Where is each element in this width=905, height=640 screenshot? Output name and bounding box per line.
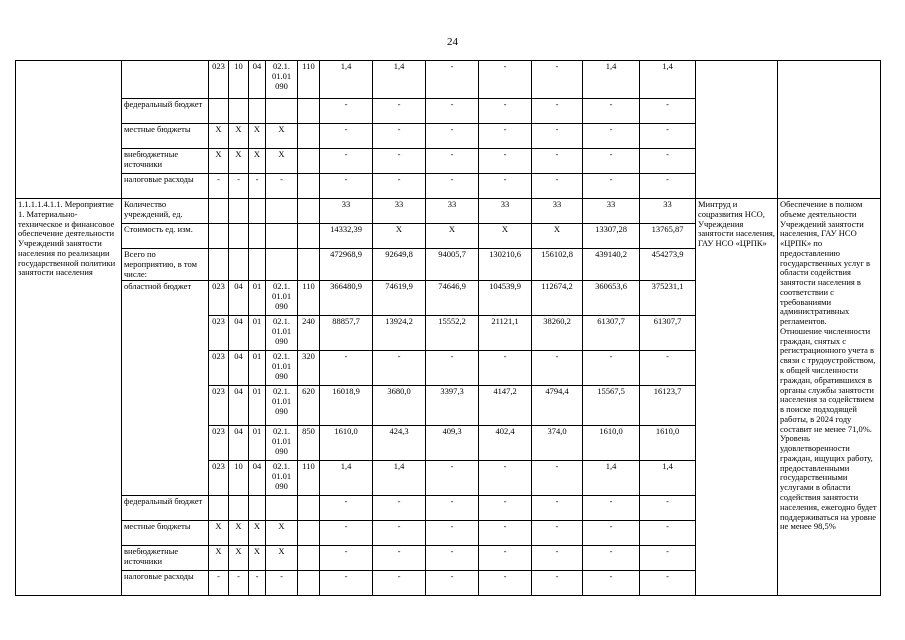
- code-cell: [249, 199, 266, 224]
- value-cell: -: [373, 99, 426, 124]
- value-cell: 360653,6: [583, 281, 640, 316]
- value-cell: 74619,9: [373, 281, 426, 316]
- code-cell: Х: [266, 124, 298, 149]
- code-cell: 04: [229, 316, 249, 351]
- value-cell: 38260,2: [532, 316, 583, 351]
- code-cell: 02.1. 01.01 090: [266, 461, 298, 496]
- value-cell: -: [426, 124, 479, 149]
- code-cell: 01: [249, 386, 266, 426]
- code-cell: 023: [209, 426, 229, 461]
- code-cell: [266, 199, 298, 224]
- value-cell: Х: [479, 224, 532, 249]
- code-cell: 02.1. 01.01 090: [266, 316, 298, 351]
- code-cell: [298, 521, 320, 546]
- code-cell: 01: [249, 351, 266, 386]
- value-cell: 1,4: [373, 461, 426, 496]
- value-cell: -: [583, 546, 640, 571]
- value-cell: -: [583, 149, 640, 174]
- code-cell: [249, 496, 266, 521]
- value-cell: 16123,7: [640, 386, 696, 426]
- value-cell: -: [373, 351, 426, 386]
- value-cell: -: [426, 546, 479, 571]
- value-cell: 374,0: [532, 426, 583, 461]
- code-cell: -: [249, 571, 266, 596]
- value-cell: 1,4: [583, 461, 640, 496]
- value-cell: 94005,7: [426, 249, 479, 281]
- value-cell: 33: [479, 199, 532, 224]
- value-cell: 15567,5: [583, 386, 640, 426]
- value-cell: 424,3: [373, 426, 426, 461]
- source-label: налоговые расходы: [122, 571, 209, 596]
- value-cell: 130210,6: [479, 249, 532, 281]
- code-cell: [229, 496, 249, 521]
- value-cell: -: [532, 149, 583, 174]
- code-cell: 240: [298, 316, 320, 351]
- code-cell: -: [249, 174, 266, 199]
- code-cell: -: [209, 174, 229, 199]
- value-cell: -: [320, 571, 373, 596]
- value-cell: -: [479, 521, 532, 546]
- value-cell: 13307,28: [583, 224, 640, 249]
- code-cell: Х: [209, 124, 229, 149]
- value-cell: -: [479, 351, 532, 386]
- value-cell: -: [479, 571, 532, 596]
- page-number: 24: [447, 36, 458, 48]
- code-cell: [209, 224, 229, 249]
- code-cell: Х: [249, 149, 266, 174]
- value-cell: -: [583, 124, 640, 149]
- code-cell: 04: [229, 426, 249, 461]
- value-cell: -: [640, 149, 696, 174]
- value-cell: -: [426, 461, 479, 496]
- code-cell: Х: [249, 546, 266, 571]
- code-cell: 01: [249, 426, 266, 461]
- code-cell: [266, 224, 298, 249]
- value-cell: 33: [373, 199, 426, 224]
- value-cell: 104539,9: [479, 281, 532, 316]
- value-cell: 74646,9: [426, 281, 479, 316]
- code-cell: -: [209, 571, 229, 596]
- value-cell: -: [479, 496, 532, 521]
- value-cell: -: [426, 99, 479, 124]
- code-cell: [298, 174, 320, 199]
- value-cell: -: [320, 521, 373, 546]
- value-cell: -: [373, 496, 426, 521]
- code-cell: 04: [249, 461, 266, 496]
- code-cell: [298, 249, 320, 281]
- code-cell: Х: [229, 149, 249, 174]
- code-cell: [249, 249, 266, 281]
- value-cell: -: [479, 99, 532, 124]
- code-cell: 620: [298, 386, 320, 426]
- value-cell: 366480,9: [320, 281, 373, 316]
- value-cell: 61307,7: [583, 316, 640, 351]
- code-cell: [298, 149, 320, 174]
- value-cell: 3397,3: [426, 386, 479, 426]
- value-cell: -: [426, 496, 479, 521]
- code-cell: 850: [298, 426, 320, 461]
- result-cell: [778, 61, 881, 199]
- code-cell: [229, 99, 249, 124]
- value-cell: -: [426, 61, 479, 99]
- value-cell: -: [583, 174, 640, 199]
- value-cell: -: [532, 61, 583, 99]
- value-cell: -: [532, 174, 583, 199]
- code-cell: 110: [298, 281, 320, 316]
- value-cell: 1610,0: [640, 426, 696, 461]
- value-cell: 14332,39: [320, 224, 373, 249]
- code-cell: 10: [229, 461, 249, 496]
- code-cell: [298, 546, 320, 571]
- value-cell: 409,3: [426, 426, 479, 461]
- value-cell: -: [640, 496, 696, 521]
- value-cell: 1,4: [373, 61, 426, 99]
- code-cell: [229, 199, 249, 224]
- value-cell: -: [373, 174, 426, 199]
- code-cell: 04: [229, 386, 249, 426]
- code-cell: [298, 124, 320, 149]
- value-cell: -: [373, 546, 426, 571]
- source-label: внебюджетные источники: [122, 149, 209, 174]
- value-cell: -: [373, 571, 426, 596]
- code-cell: Х: [266, 546, 298, 571]
- code-cell: Х: [229, 124, 249, 149]
- code-cell: 01: [249, 316, 266, 351]
- value-cell: 33: [426, 199, 479, 224]
- value-cell: 439140,2: [583, 249, 640, 281]
- value-cell: -: [426, 149, 479, 174]
- value-cell: 15552,2: [426, 316, 479, 351]
- code-cell: [229, 224, 249, 249]
- source-label: Всего по мероприятию, в том числе:: [122, 249, 209, 281]
- value-cell: -: [320, 174, 373, 199]
- value-cell: 1610,0: [320, 426, 373, 461]
- value-cell: 21121,1: [479, 316, 532, 351]
- value-cell: 1,4: [583, 61, 640, 99]
- code-cell: 023: [209, 281, 229, 316]
- value-cell: -: [640, 351, 696, 386]
- value-cell: -: [426, 521, 479, 546]
- code-cell: Х: [209, 149, 229, 174]
- value-cell: 1,4: [640, 61, 696, 99]
- value-cell: -: [373, 521, 426, 546]
- value-cell: 1610,0: [583, 426, 640, 461]
- value-cell: -: [426, 571, 479, 596]
- value-cell: 13924,2: [373, 316, 426, 351]
- value-cell: Х: [532, 224, 583, 249]
- code-cell: 04: [229, 351, 249, 386]
- code-cell: Х: [209, 546, 229, 571]
- value-cell: 92649,8: [373, 249, 426, 281]
- value-cell: 3680,0: [373, 386, 426, 426]
- code-cell: [229, 249, 249, 281]
- value-cell: -: [373, 124, 426, 149]
- source-label: областной бюджет: [122, 281, 209, 496]
- value-cell: -: [373, 149, 426, 174]
- value-cell: -: [640, 124, 696, 149]
- value-cell: -: [479, 149, 532, 174]
- result-cell: Обеспечение в полном объеме деятельности Учреждений занятости населения, ГАУ НСО «ЦРПК» по предоставлению государственных услуг в области содействия занятости населения в соответствии с требованиями административных регламентов. Отношение численности граждан, снятых с регистрационного учета в связи с трудоустройством, к общей численности граждан, обратившихся в органы службы занятости населения за содействием в поиске подходящей работы, в 2024 году составит не менее 71,0%. Уровень удовлетворенности граждан, ищущих работу, предоставленными государственными услугами в области содействия занятости населения, ежегодно будет поддерживаться на уровне не менее 98,5%: [778, 199, 881, 596]
- code-cell: 02.1. 01.01 090: [266, 351, 298, 386]
- code-cell: [249, 224, 266, 249]
- value-cell: -: [320, 546, 373, 571]
- value-cell: 454273,9: [640, 249, 696, 281]
- code-cell: [266, 249, 298, 281]
- source-label: местные бюджеты: [122, 521, 209, 546]
- code-cell: Х: [249, 521, 266, 546]
- value-cell: -: [320, 99, 373, 124]
- table-row: [16, 61, 881, 99]
- code-cell: 023: [209, 386, 229, 426]
- code-cell: 01: [249, 281, 266, 316]
- source-label: федеральный бюджет: [122, 496, 209, 521]
- code-cell: -: [229, 571, 249, 596]
- value-cell: -: [479, 546, 532, 571]
- code-cell: [298, 496, 320, 521]
- value-cell: -: [320, 496, 373, 521]
- code-cell: 04: [249, 61, 266, 99]
- value-cell: 112674,2: [532, 281, 583, 316]
- value-cell: -: [532, 124, 583, 149]
- code-cell: [266, 99, 298, 124]
- value-cell: 61307,7: [640, 316, 696, 351]
- code-cell: 023: [209, 351, 229, 386]
- measures-table: [15, 60, 881, 596]
- table-body: [16, 61, 881, 596]
- executor-cell: Минтруд и соцразвития НСО, Учреждения занятости населения, ГАУ НСО «ЦРПК»: [696, 199, 778, 596]
- code-cell: 023: [209, 461, 229, 496]
- value-cell: 402,4: [479, 426, 532, 461]
- code-cell: [249, 99, 266, 124]
- value-cell: 33: [320, 199, 373, 224]
- code-cell: Х: [266, 521, 298, 546]
- value-cell: 472968,9: [320, 249, 373, 281]
- code-cell: Х: [209, 521, 229, 546]
- code-cell: 110: [298, 61, 320, 99]
- code-cell: -: [266, 174, 298, 199]
- code-cell: [298, 99, 320, 124]
- measure-name-cell: 1.1.1.1.4.1.1. Мероприятие 1. Материально-техническое и финансовое обеспечение деятельности Учреждений занятости населения по реализации государственной политики занятости населения: [16, 199, 122, 596]
- value-cell: 13765,87: [640, 224, 696, 249]
- code-cell: -: [266, 571, 298, 596]
- value-cell: -: [532, 99, 583, 124]
- executor-cell: [696, 61, 778, 199]
- value-cell: -: [320, 149, 373, 174]
- value-cell: -: [532, 546, 583, 571]
- value-cell: -: [426, 174, 479, 199]
- code-cell: [298, 224, 320, 249]
- value-cell: 4794,4: [532, 386, 583, 426]
- code-cell: 02.1. 01.01 090: [266, 386, 298, 426]
- value-cell: -: [320, 351, 373, 386]
- code-cell: [209, 199, 229, 224]
- code-cell: 02.1. 01.01 090: [266, 281, 298, 316]
- code-cell: [298, 199, 320, 224]
- code-cell: [209, 99, 229, 124]
- code-cell: [209, 249, 229, 281]
- measure-name-cell: [16, 61, 122, 199]
- value-cell: -: [640, 521, 696, 546]
- source-label: внебюджетные источники: [122, 546, 209, 571]
- value-cell: -: [479, 61, 532, 99]
- value-cell: -: [583, 521, 640, 546]
- source-label: налоговые расходы: [122, 174, 209, 199]
- value-cell: -: [640, 546, 696, 571]
- value-cell: -: [479, 461, 532, 496]
- value-cell: -: [640, 99, 696, 124]
- code-cell: 110: [298, 461, 320, 496]
- source-label: Стоимость ед. изм.: [122, 224, 209, 249]
- value-cell: -: [640, 174, 696, 199]
- code-cell: -: [229, 174, 249, 199]
- value-cell: -: [426, 351, 479, 386]
- value-cell: -: [583, 496, 640, 521]
- value-cell: -: [479, 124, 532, 149]
- value-cell: 1,4: [320, 461, 373, 496]
- value-cell: Х: [426, 224, 479, 249]
- code-cell: 10: [229, 61, 249, 99]
- value-cell: -: [583, 571, 640, 596]
- value-cell: -: [532, 351, 583, 386]
- code-cell: Х: [229, 546, 249, 571]
- table-row: [16, 199, 881, 224]
- code-cell: [266, 496, 298, 521]
- value-cell: 4147,2: [479, 386, 532, 426]
- value-cell: -: [583, 351, 640, 386]
- source-label: федеральный бюджет: [122, 99, 209, 124]
- code-cell: 320: [298, 351, 320, 386]
- value-cell: -: [532, 571, 583, 596]
- source-label: Количество учреждений, ед.: [122, 199, 209, 224]
- value-cell: 1,4: [640, 461, 696, 496]
- value-cell: -: [320, 124, 373, 149]
- code-cell: 02.1. 01.01 090: [266, 426, 298, 461]
- value-cell: 88857,7: [320, 316, 373, 351]
- code-cell: Х: [266, 149, 298, 174]
- value-cell: -: [479, 174, 532, 199]
- code-cell: [298, 571, 320, 596]
- value-cell: 33: [532, 199, 583, 224]
- code-cell: 023: [209, 61, 229, 99]
- value-cell: 156102,8: [532, 249, 583, 281]
- source-label: местные бюджеты: [122, 124, 209, 149]
- value-cell: Х: [373, 224, 426, 249]
- value-cell: 375231,1: [640, 281, 696, 316]
- value-cell: 16018,9: [320, 386, 373, 426]
- value-cell: 1,4: [320, 61, 373, 99]
- value-cell: -: [640, 571, 696, 596]
- code-cell: 023: [209, 316, 229, 351]
- value-cell: 33: [640, 199, 696, 224]
- code-cell: Х: [249, 124, 266, 149]
- code-cell: [209, 496, 229, 521]
- code-cell: 02.1. 01.01 090: [266, 61, 298, 99]
- code-cell: Х: [229, 521, 249, 546]
- source-label: [122, 61, 209, 99]
- value-cell: -: [583, 99, 640, 124]
- value-cell: -: [532, 461, 583, 496]
- value-cell: 33: [583, 199, 640, 224]
- value-cell: -: [532, 521, 583, 546]
- code-cell: 04: [229, 281, 249, 316]
- value-cell: -: [532, 496, 583, 521]
